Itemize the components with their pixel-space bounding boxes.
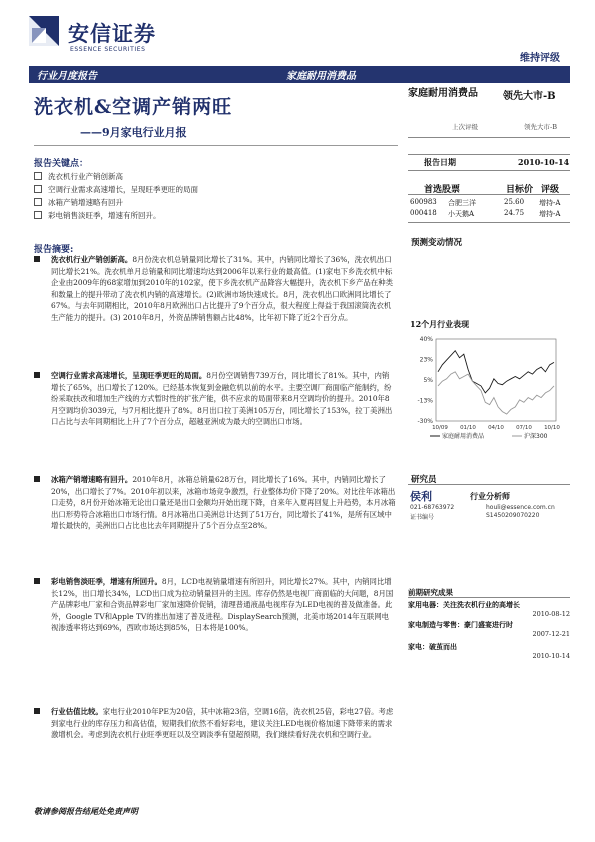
x-tick-label: 07/10 — [516, 425, 532, 431]
analyst-title: 行业分析师 — [470, 491, 510, 501]
page-subtitle: ——9月家电行业月报 — [80, 126, 187, 139]
abstract-paragraph: 彩电销售淡旺季，增速有所回升。8月，LCD电视销量增速有所回升，同比增长27%。其中，内销同比增长12%，出口增长34%，LCD出口成为拉动销量回升的主因。库存仍然是电视厂商面临的大问题，8月国产品牌彩电厂家和合资品牌彩电厂家加速降价促销，清理普通液晶电视库存为LED电视的普及做准备。此外，Google TV和Apple TV的推出加速了普及进程。DisplaySearch预测，北美市场2014年互联网电视渗透率将达到69%，西欧市场达到85%，日本将是100%。 — [34, 576, 396, 634]
x-tick-label: 10/10 — [544, 425, 560, 431]
industry-rating: 领先大市-B — [503, 91, 556, 102]
key-point-item: 空调行业需求高速增长，呈现旺季更旺的局面 — [34, 184, 198, 195]
prior-report: 家电：破茧而出 2010-10-14 — [408, 642, 570, 660]
y-tick-label: -30% — [417, 418, 433, 425]
abstract-paragraph: 行业估值比较。家电行业2010年PE为20倍，其中冰箱23倍，空调16倍，洗衣机25倍，彩电27倍。考虑到家电行业的库存压力和高估值，短期我们依然不看好彩电，建议关注LED电视价格加速下降带来的需求激增机会。考虑到洗衣机行业旺季更旺以及空调淡季有望超预期，我们继续看好洗衣机和空调行业。 — [34, 706, 396, 741]
x-tick-label: 04/10 — [488, 425, 504, 431]
report-type: 行业月度报告 — [37, 71, 97, 82]
bullet-icon — [34, 578, 40, 584]
stocks-header-rating: 评级 — [541, 185, 560, 195]
key-points-heading: 报告关键点： — [34, 159, 89, 169]
divider — [408, 137, 570, 138]
legend-label: 家庭耐用消费品 — [442, 433, 485, 440]
book-icon — [34, 211, 42, 219]
divider — [34, 145, 398, 146]
legend-label: 沪深300 — [524, 433, 548, 440]
abstract-paragraph: 空调行业需求高速增长，呈现旺季更旺的局面。8月份空调销售739万台，同比增长了81%。其中，内销增长了65%，出口增长了120%。已经基本恢复到金融危机以前的水平。主要空调厂商面临产能制约，纷纷采取扶改和增加生产线的方式暂时性的扩张产能，供不应求的局面带来8月空调均价的提升。2010年8月空调均价3039元，与7月相比提升了8%。8月出口拉丁美洲105万台，同比增长了153%，拉丁美洲出口占比与去年同期相比上升了7个百分点，超越亚洲成为最大的空调出口市场。 — [34, 370, 396, 428]
series-line — [438, 372, 554, 414]
y-tick-label: 40% — [419, 336, 433, 343]
category-band — [29, 66, 570, 83]
abstract-paragraph: 洗衣机行业产销创新高。8月份洗衣机总销量同比增长了31%。其中，内销同比增长了36%，洗衣机出口同比增长21%。洗衣机单月总销量和同比增速均达到2006年以来行业的最高值。(1)家电下乡洗衣机中标企业由2009年的68家增加到2010年的102家，使下乡洗衣机产品降容大幅提升，洗衣机下乡产品在种类和数量上的提升带动了洗衣机内销的高速增长。(2)欧洲市场快速成长。8月，洗衣机出口欧洲同比增长了67%。与去年同期相比，2010年8月欧洲出口占比提升了9个百分点，很大程度上得益于我国滚筒洗衣机生产能力的提升。(3) 2010年8月，外资品牌销售额占比48%，比年初下降了近2个百分点。 — [34, 254, 396, 324]
abstract-heading: 报告摘要: — [34, 245, 74, 255]
divider — [408, 170, 570, 171]
logo-text: 安信证券 — [68, 22, 156, 46]
x-tick-label: 01/10 — [460, 425, 476, 431]
plot-frame — [436, 339, 556, 421]
key-point-item: 彩电销售淡旺季，增速有所回升。 — [34, 210, 161, 221]
industry-name: 家庭耐用消费品 — [286, 71, 356, 82]
y-tick-label: 23% — [419, 356, 433, 364]
divider — [408, 154, 570, 155]
table-row: 600983 合肥三洋 25.60 增持-A — [410, 198, 561, 207]
performance-heading: 12个月行业表现 — [410, 319, 470, 329]
cert-number: S1450209070220 — [486, 512, 540, 519]
logo-subtext: ESSENCE SECURITIES — [70, 46, 146, 53]
book-icon — [34, 198, 42, 206]
bullet-icon — [34, 372, 40, 378]
stocks-header-price: 目标价 — [506, 185, 534, 195]
prior-report: 家用电器：关注洗衣机行业的高增长 2010-08-12 — [408, 600, 570, 618]
performance-chart — [408, 333, 570, 445]
bullet-icon — [34, 256, 40, 262]
abstract-paragraph: 冰箱产销增速略有回升。2010年8月，冰箱总销量628万台，同比增长了16%。其中，内销同比增长了20%，出口增长了7%。2010年初以来，冰箱市场竞争激烈，行业整体均价下降了20%。对比往年冰箱出口走势，8月份开始冰箱无论出口量还是出口金额均开始出现下降，自来年入夏再回复上升趋势，本月冰箱出口形势符合冰箱出口市场行情。8月冰箱出口美洲总计达到了51万台，同比增长了41%，是所有区域中增长最快的，美洲出口占比也比去年同期提升了5个百分点至28%。 — [34, 474, 396, 532]
prior-report: 家电制造与零售：豪门盛宴进行时 2007-12-21 — [408, 620, 570, 638]
divider — [408, 194, 570, 195]
logo-mark-icon — [29, 16, 59, 46]
y-tick-label: -13% — [417, 397, 433, 405]
prev-rating-label: 上次评级 — [452, 123, 478, 131]
prev-rating-value: 领先大市-B — [524, 123, 557, 131]
analyst-name: 侯利 — [410, 490, 432, 503]
prior-research-heading: 前期研究成果 — [408, 588, 453, 597]
report-date-label: 报告日期 — [424, 157, 456, 167]
report-date: 2010-10-14 — [518, 157, 570, 167]
book-icon — [34, 185, 42, 193]
page-title: 洗衣机&空调产销两旺 — [34, 96, 233, 118]
rating-tag — [478, 52, 570, 66]
bullet-icon — [34, 708, 40, 714]
bullet-icon — [34, 476, 40, 482]
industry-category: 家庭耐用消费品 — [408, 88, 478, 99]
x-tick-label: 10/09 — [432, 425, 448, 431]
analyst-email: houli@essence.com.cn — [486, 504, 555, 511]
stocks-header-name: 首选股票 — [424, 185, 461, 195]
analyst-phone: 021-68763972 — [410, 504, 455, 511]
disclaimer: 敬请参阅报告结尾处免责声明 — [34, 806, 138, 816]
forecast-change-heading: 预测变动情况 — [411, 238, 463, 248]
divider — [408, 597, 570, 598]
y-tick-label: 5% — [423, 377, 433, 384]
table-row: 000418 小天鹅A 24.75 增持-A — [410, 209, 561, 218]
divider — [408, 222, 570, 223]
divider — [408, 484, 570, 485]
analyst-heading: 研究员 — [411, 475, 437, 485]
key-point-item: 洗衣机行业产销创新高 — [34, 171, 123, 182]
book-icon — [34, 172, 42, 180]
cert-label: 证书编号 — [410, 514, 435, 521]
key-point-item: 冰箱产销增速略有回升 — [34, 197, 123, 208]
rating-tag-label: 维持评级 — [520, 53, 560, 64]
